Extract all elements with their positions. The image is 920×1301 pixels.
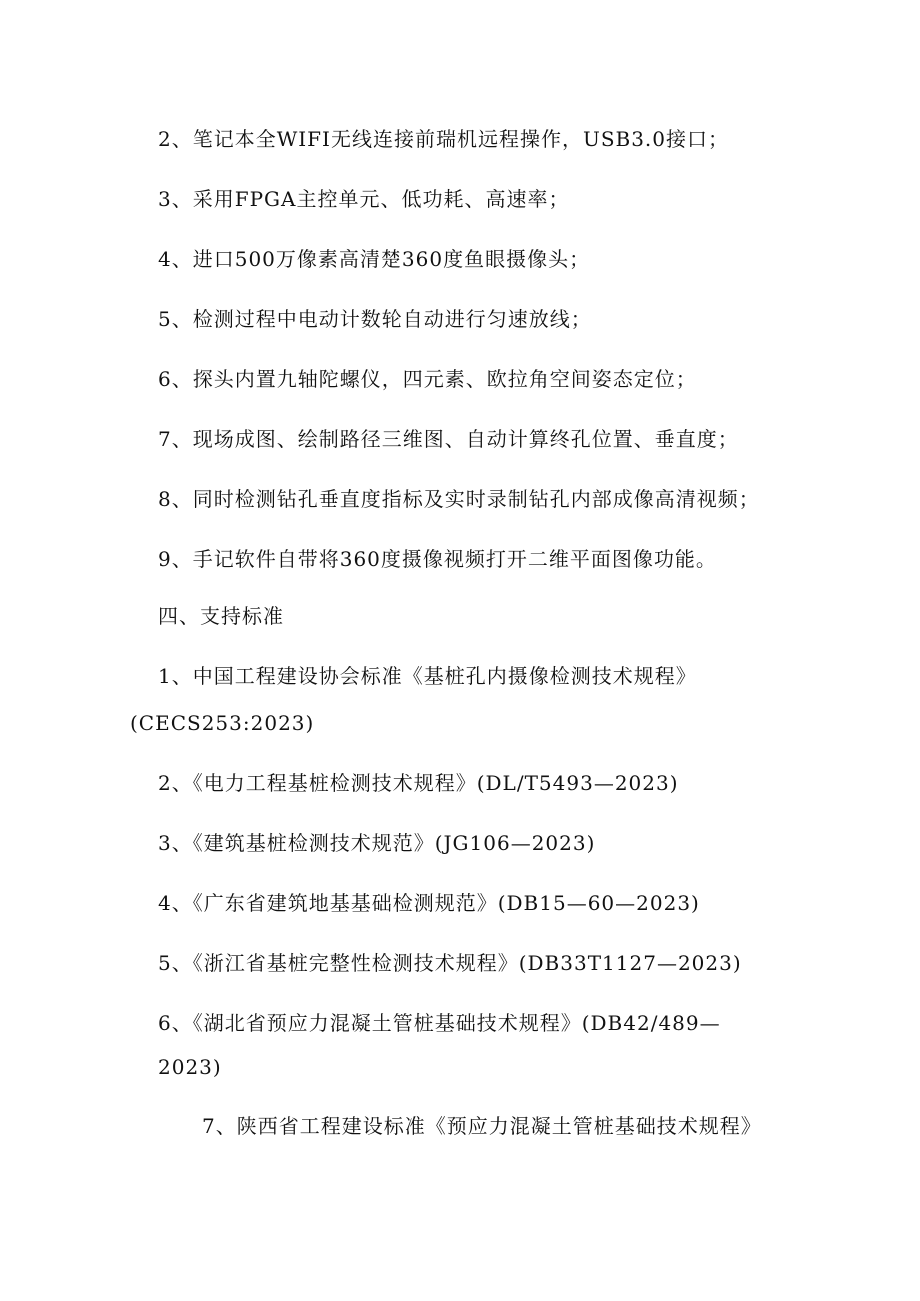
standard-item-2: 2、《电力工程基桩检测技术规程》(DL/T5493—2023) <box>158 771 679 795</box>
spec-item-6: 6、探头内置九轴陀螺仪，四元素、欧拉角空间姿态定位； <box>158 367 697 391</box>
standard-item-6-continued: 2023) <box>158 1055 222 1079</box>
spec-item-9: 9、手记软件自带将360度摄像视频打开二维平面图像功能。 <box>158 547 717 571</box>
section-heading-standards: 四、支持标准 <box>158 604 284 628</box>
spec-item-8: 8、同时检测钻孔垂直度指标及实时录制钻孔内部成像高清视频； <box>158 487 760 511</box>
spec-item-2: 2、笔记本全WIFI无线连接前瑞机远程操作，USB3.0接口； <box>158 127 730 151</box>
standard-item-1: 1、中国工程建设协会标准《基桩孔内摄像检测技术规程》 <box>158 664 697 688</box>
spec-item-3: 3、采用FPGA主控单元、低功耗、高速率； <box>158 187 570 211</box>
spec-item-4: 4、进口500万像素高清楚360度鱼眼摄像头； <box>158 247 591 271</box>
standard-item-7: 7、陕西省工程建设标准《预应力混凝土管桩基础技术规程》 <box>202 1114 762 1138</box>
standard-item-3: 3、《建筑基桩检测技术规范》(JG106—2023) <box>158 831 596 855</box>
standard-item-4: 4、《广东省建筑地基基础检测规范》(DB15—60—2023) <box>158 891 700 915</box>
spec-item-7: 7、现场成图、绘制路径三维图、自动计算终孔位置、垂直度； <box>158 427 739 451</box>
standard-item-1-code: (CECS253:2023) <box>130 711 315 735</box>
standard-item-5: 5、《浙江省基桩完整性检测技术规程》(DB33T1127—2023) <box>158 951 742 975</box>
standard-item-6: 6、《湖北省预应力混凝土管桩基础技术规程》(DB42/489— <box>158 1011 721 1035</box>
spec-item-5: 5、检测过程中电动计数轮自动进行匀速放线； <box>158 307 592 331</box>
